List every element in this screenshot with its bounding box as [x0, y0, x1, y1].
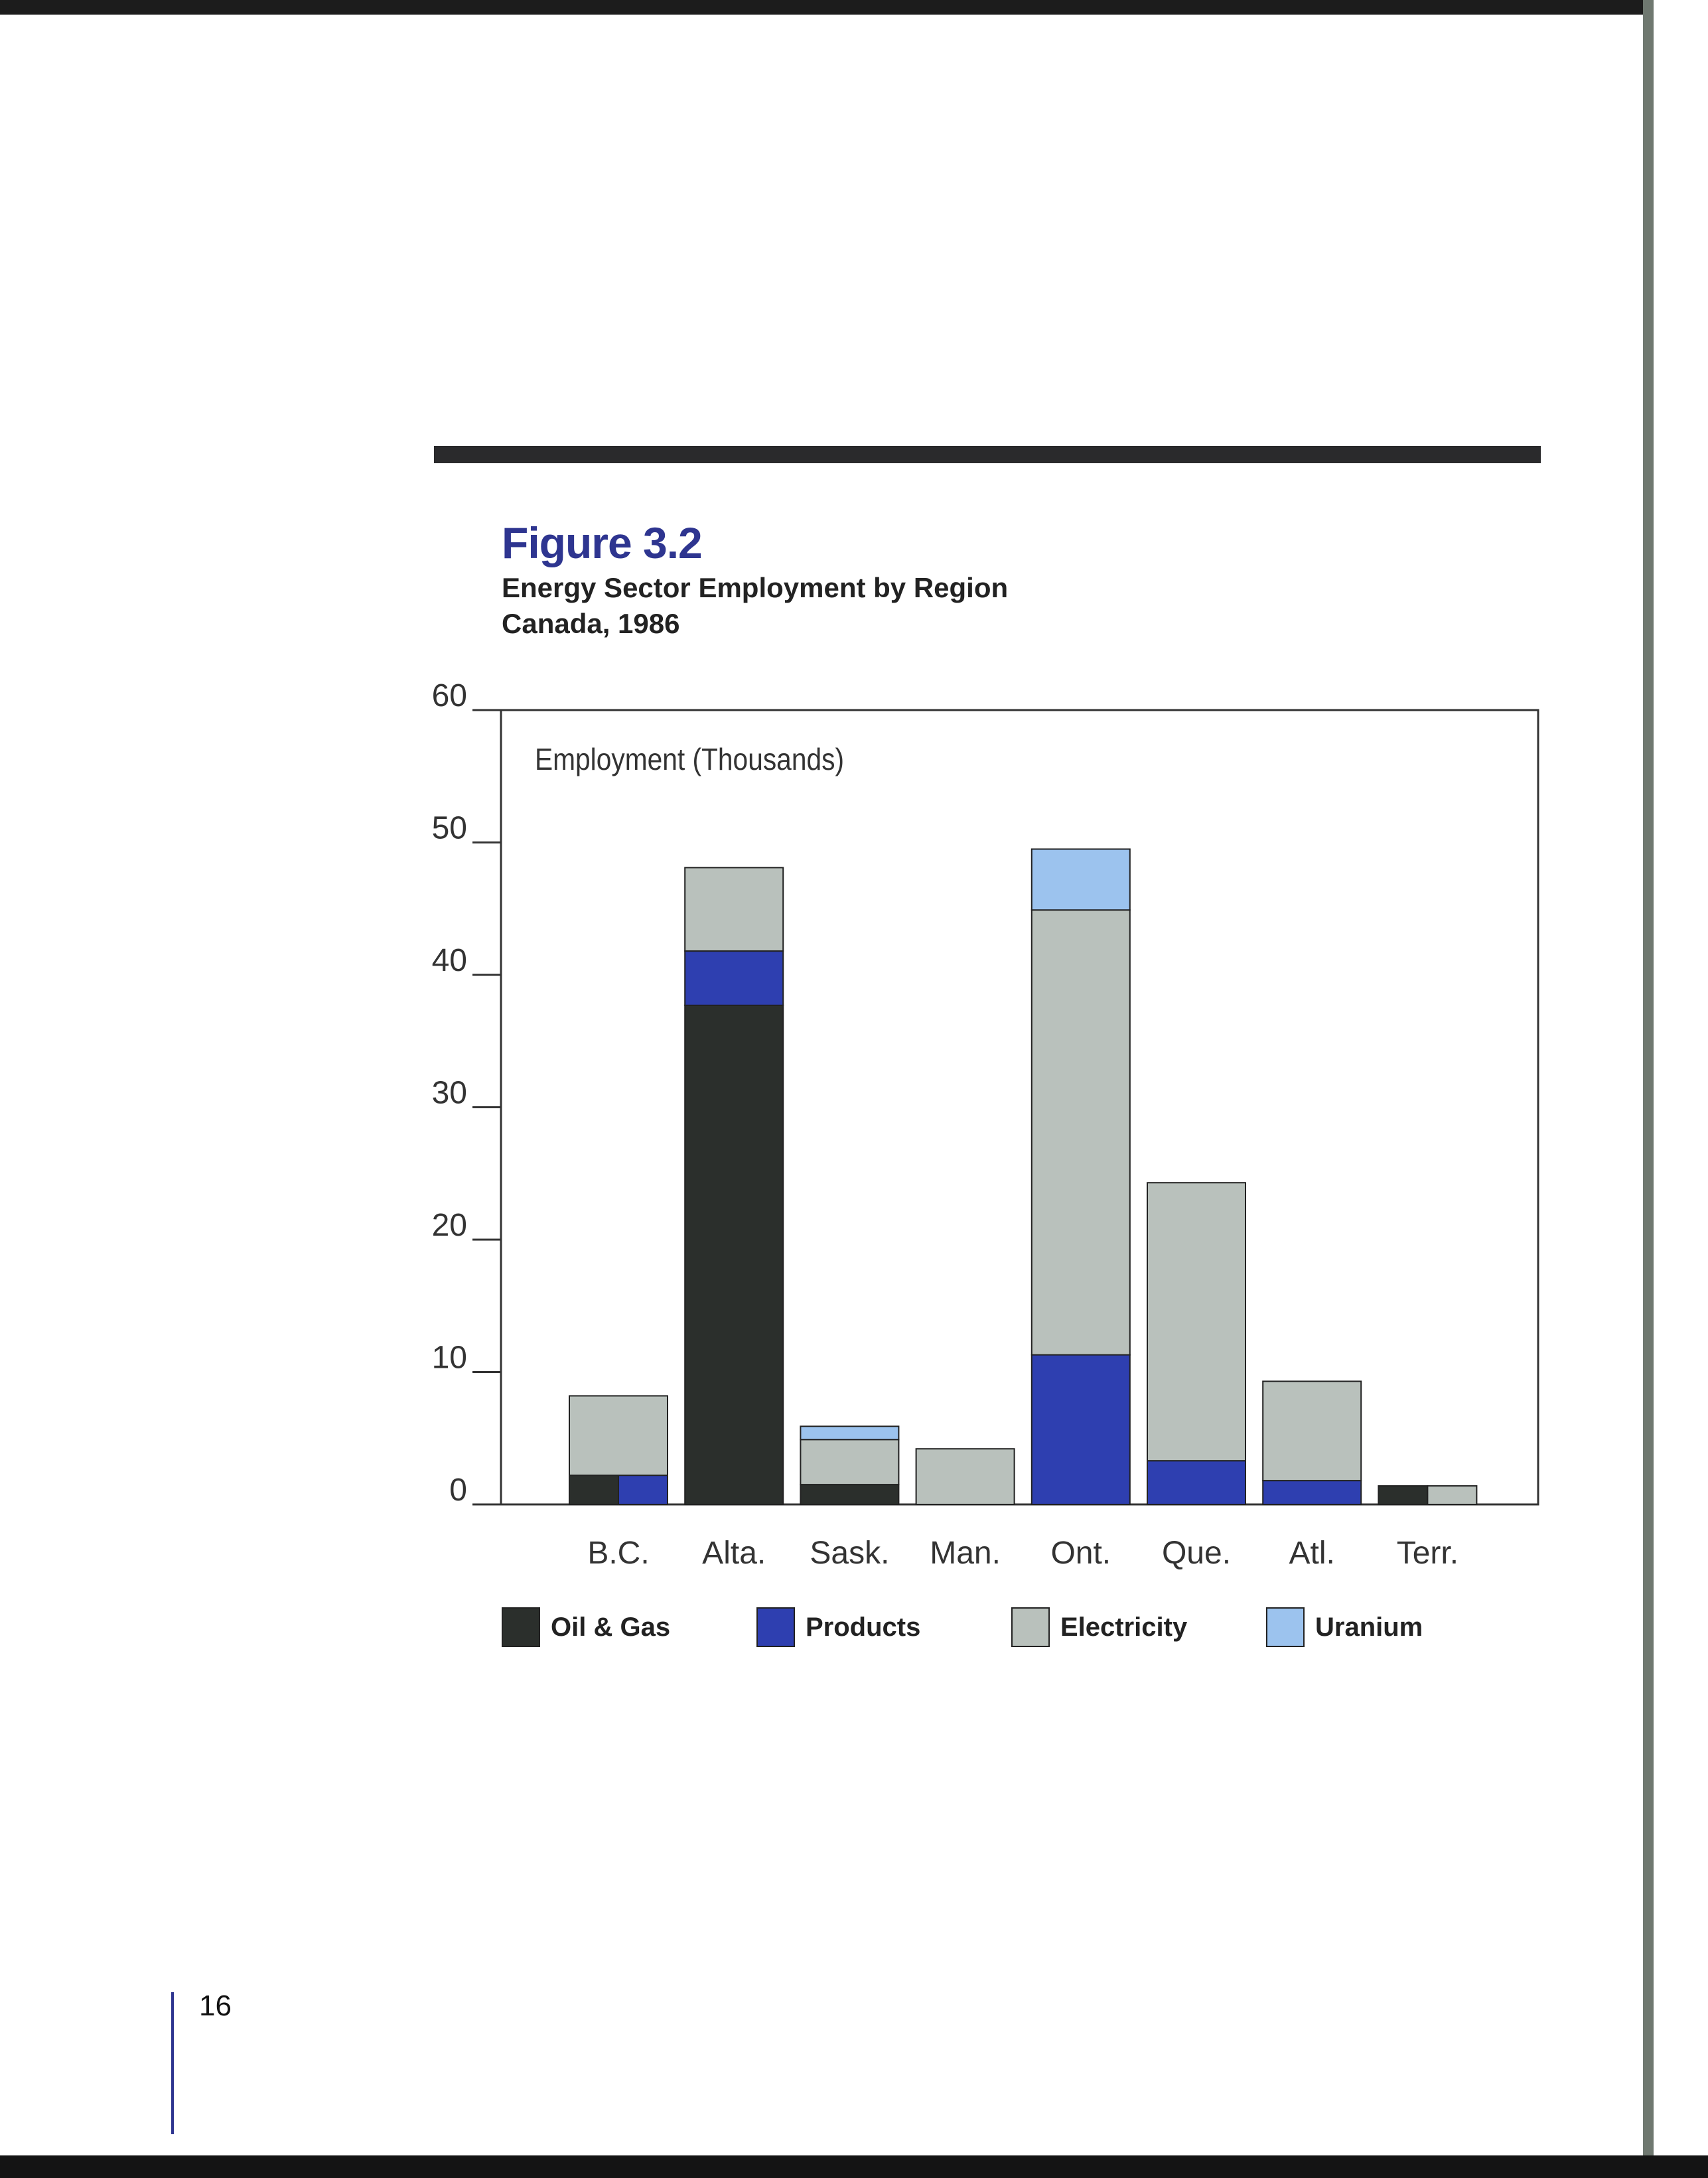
- bar-segment-electricity: [1032, 910, 1130, 1354]
- bar-segment-oil-gas: [685, 1005, 783, 1504]
- x-tick-label: B.C.: [587, 1536, 650, 1571]
- x-tick-label: Sask.: [810, 1536, 890, 1571]
- bar-segment-oil-gas: [800, 1485, 898, 1504]
- bar-segment-electricity: [800, 1439, 898, 1485]
- legend-item-electricity: [1011, 1606, 1187, 1648]
- y-tick-label: 40: [431, 943, 467, 978]
- y-tick-label: 60: [431, 678, 467, 713]
- bar-segment-oil-gas: [569, 1475, 618, 1504]
- page-number-rule: [171, 1992, 174, 2134]
- legend-swatch-oil-gas: [502, 1607, 540, 1647]
- bar-segment-electricity: [1263, 1381, 1361, 1481]
- legend-label-products: Products: [806, 1612, 921, 1642]
- legend-label-oil-gas: Oil & Gas: [551, 1612, 671, 1642]
- bar-segment-electricity: [569, 1396, 668, 1475]
- x-tick-label: Ont.: [1050, 1536, 1111, 1571]
- bar-segment-electricity: [1427, 1486, 1476, 1504]
- legend-swatch-uranium: [1266, 1607, 1305, 1647]
- x-tick-label: Atl.: [1289, 1536, 1335, 1571]
- x-axis-labels: [587, 1536, 1459, 1571]
- y-tick-label: 10: [431, 1340, 467, 1376]
- bars-group: [569, 849, 1476, 1504]
- y-tick-label: 30: [431, 1075, 467, 1111]
- x-tick-label: Alta.: [702, 1536, 766, 1571]
- x-tick-label: Que.: [1161, 1536, 1232, 1571]
- plot-frame: [501, 710, 1538, 1504]
- legend-swatch-electricity: [1011, 1607, 1050, 1647]
- figure-label: Figure 3.2: [502, 518, 702, 567]
- chart-legend: [502, 1606, 1431, 1652]
- figure-title: Energy Sector Employment by Region: [502, 572, 1009, 603]
- bar-segment-products: [685, 951, 783, 1005]
- legend-swatch-products: [756, 1607, 795, 1647]
- bar-segment-uranium: [1032, 849, 1130, 910]
- bar-segment-electricity: [916, 1449, 1015, 1504]
- bar-segment-products: [1032, 1355, 1130, 1504]
- bar-segment-oil-gas: [1378, 1486, 1427, 1504]
- legend-item-products: [756, 1606, 920, 1648]
- bar-segment-products: [618, 1475, 668, 1504]
- bar-segment-electricity: [685, 867, 783, 951]
- legend-item-oil-gas: [502, 1606, 670, 1648]
- bar-segment-uranium: [800, 1426, 898, 1439]
- page-number: 16: [199, 1990, 232, 2022]
- x-tick-label: Man.: [930, 1536, 1001, 1571]
- legend-label-uranium: Uranium: [1315, 1612, 1423, 1642]
- x-tick-label: Terr.: [1396, 1536, 1459, 1571]
- y-axis-label: Employment (Thousands): [535, 742, 844, 776]
- legend-label-electricity: Electricity: [1060, 1612, 1188, 1642]
- y-tick-label: 0: [449, 1473, 467, 1508]
- legend-item-uranium: [1266, 1606, 1423, 1648]
- bar-segment-products: [1147, 1461, 1245, 1504]
- y-tick-label: 50: [431, 810, 467, 846]
- bar-segment-electricity: [1147, 1183, 1245, 1461]
- figure-subtitle: Canada, 1986: [502, 608, 680, 639]
- y-tick-label: 20: [431, 1208, 467, 1243]
- y-axis-ticks: [432, 678, 501, 1508]
- bar-segment-products: [1263, 1481, 1361, 1504]
